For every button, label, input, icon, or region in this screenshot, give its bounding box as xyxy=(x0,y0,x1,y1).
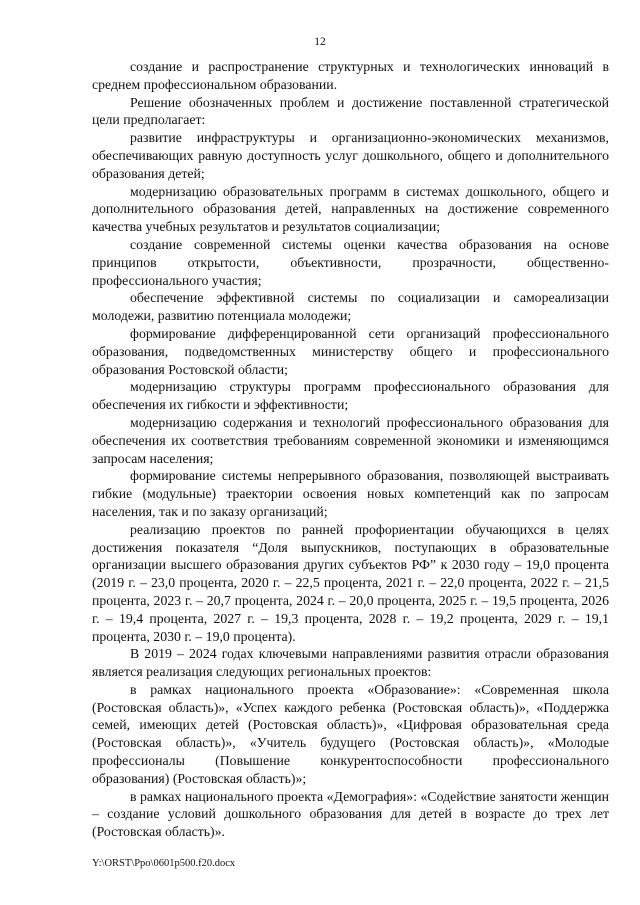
paragraph: в рамках национального проекта «Демография»: «Содействие занятости женщин – создание условий дошкольного образования для детей в возрасте до трех лет (Ростовская область)». xyxy=(92,788,609,840)
paragraph: модернизацию структуры программ профессионального образования для обеспечения их гибкости и эффективности; xyxy=(92,379,609,413)
paragraph: создание и распространение структурных и технологических инноваций в среднем профессиональном образовании. xyxy=(92,59,609,92)
paragraph: в рамках национального проекта «Образование»: «Современная школа (Ростовская область)», «Успех каждого ребенка (Ростовская область)», «Поддержка семей, имеющих детей (Ростовская область)», «Цифровая образовательная среда (Ростовская область)», «Учитель будущего (Ростовская область)», «Молодые профессионалы (Повышение конкурентоспособности профессионального образования) (Ростовская область)»; xyxy=(92,681,609,786)
paragraph: В 2019 – 2024 годах ключевыми направлениями развития отрасли образования является реализация следующих региональных проектов: xyxy=(92,646,609,680)
paragraph: создание современной системы оценки качества образования на основе принципов открытости, объективности, прозрачности, общественно-профессионального участия; xyxy=(92,236,609,288)
footer-file-path: Y:\ORST\Ppo\0601p500.f20.docx xyxy=(92,858,236,869)
paragraph: модернизацию образовательных программ в системах дошкольного, общего и дополнительного образования детей, направленных на достижение современного качества учебных результатов и результатов социализации; xyxy=(92,183,609,235)
paragraph: формирование системы непрерывного образования, позволяющей выстраивать гибкие (модульные) траектории освоения новых компетенций как по запросам населения, так и по заказу организаций; xyxy=(92,468,609,519)
paragraph: реализацию проектов по ранней профориентации обучающихся в целях достижения показателя “Доля выпускников, поступающих в образовательные организации высшего образования других субъектов РФ” к 2030 году – 19,0 процента (2019 г. – 23,0 процента, 2020 г. – 22,5 процента, 2021 г. – 22,0 процента, 2022 г. – 21,5 процента, 2023 г. – 20,7 процента, 2024 г. – 20,0 процента, 2025 г. – 19,5 процента, 2026 г. – 19,4 процента, 2027 г. – 19,3 процента, 2028 г. – 19,2 процента, 2029 г. – 19,1 процента, 2030 г. – 19,0 процента). xyxy=(92,521,609,644)
paragraph: Решение обозначенных проблем и достижение поставленной стратегической цели предполагает: xyxy=(92,94,609,128)
paragraph: модернизацию содержания и технологий профессионального образования для обеспечения их соответствия требованиям современной экономики и изменяющимся запросам населения; xyxy=(92,414,609,466)
paragraph: обеспечение эффективной системы по социализации и самореализации молодежи, развитию потенциала молодежи; xyxy=(92,290,609,324)
paragraph: развитие инфраструктуры и организационно-экономических механизмов, обеспечивающих равную доступность услуг дошкольного, общего и дополнительного образования детей; xyxy=(92,130,609,181)
page-number: 12 xyxy=(314,36,326,48)
document-body xyxy=(92,58,609,841)
paragraph: формирование дифференцированной сети организаций профессионального образования, подведомственных министерству общего и профессионального образования Ростовской области; xyxy=(92,325,609,377)
